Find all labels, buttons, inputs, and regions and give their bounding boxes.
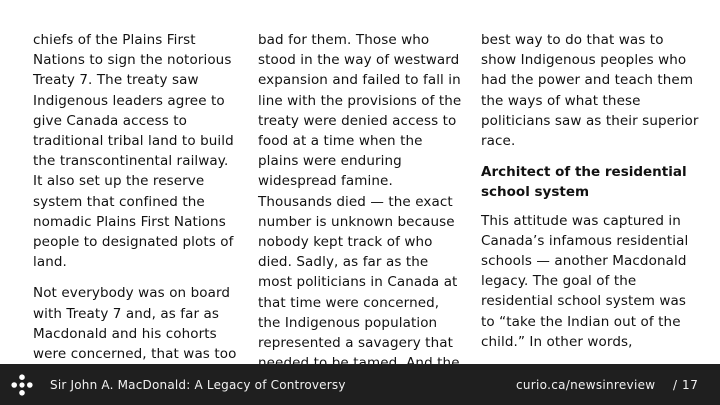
page-number: / 17 [673, 378, 699, 392]
paragraph: chiefs of the Plains First Nations to sign the notorious Treaty 7. The treaty saw Indigenous leaders agree to give Canada access to traditional tribal land to build the transcontinental railway. It also set up the reserve system that confined the nomadic Plains First Nations people to designated plots of land. [33, 32, 234, 271]
text-column-3 [481, 30, 703, 363]
paragraph: best way to do that was to show Indigenous peoples who had the power and teach them the ways of what these politicians saw as their superior race. [481, 32, 699, 150]
cbc-gem-logo-icon [10, 373, 34, 397]
text-column-2 [258, 30, 462, 384]
section-heading: Architect of the residential school system [481, 164, 687, 201]
paragraph: This attitude was captured in Canada’s infamous residential schools — another Macdonald legacy. The goal of the residential school system was to “take the Indian out of the child.” In other words, [481, 212, 689, 350]
text-column-1 [33, 30, 241, 375]
paragraph: Not everybody was on board with Treaty 7 and, as far as Macdonald and his cohorts were concerned, that was too [33, 285, 237, 363]
footer-title: Sir John A. MacDonald: A Legacy of Controversy [50, 378, 346, 392]
footer-url: curio.ca/newsinreview [516, 378, 656, 392]
paragraph: bad for them. Those who stood in the way of westward expansion and failed to fall in line with the provisions of the treaty were denied access to food at a time when the plains were enduring widespread famine. Thousands died — the exact number is unknown because nobody kept track of who died. Sadly, as far as the most politicians in Canada at that time were concerned, the Indigenous population represented a savagery that [258, 32, 462, 352]
footer-bar [0, 364, 720, 405]
